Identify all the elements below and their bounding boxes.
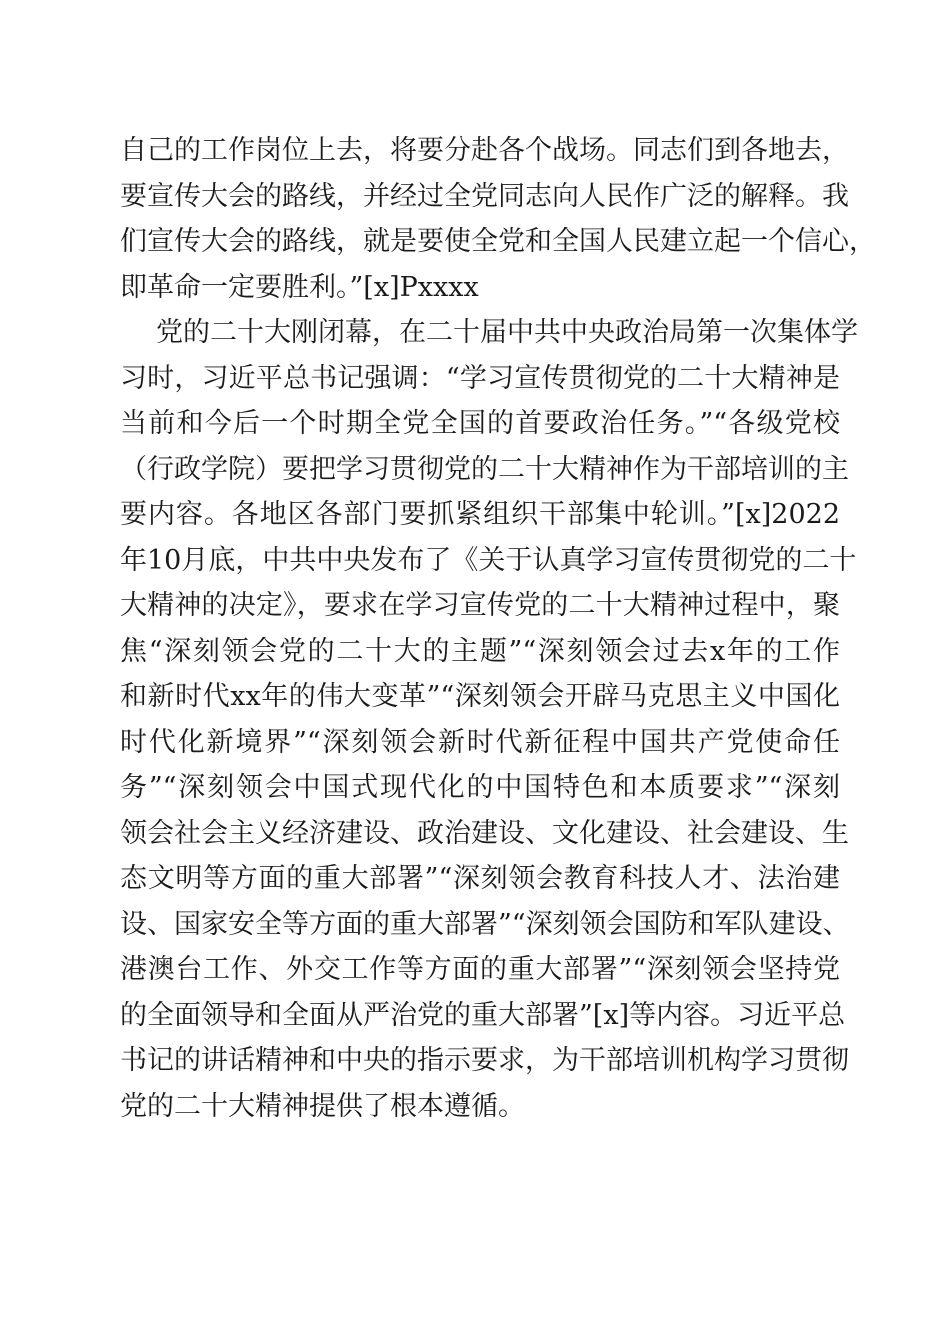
text-line: 们宣传大会的路线，就是要使全党和全国人民建立起一个信心， (120, 226, 876, 257)
text-line: 时代化新境界”“深刻领会新时代新征程中国共产党使命任 (120, 726, 840, 758)
text-line: 港澳台工作、外交工作等方面的重大部署”“深刻领会坚持党 (120, 954, 840, 985)
text-line: 党的二十大刚闭幕，在二十届中共中央政治局第一次集体学 (156, 317, 858, 348)
text-line: 年10月底，中共中央发布了《关于认真学习宣传贯彻党的二十 (120, 544, 857, 576)
text-line: 设、国家安全等方面的重大部署”“深刻领会国防和军队建设、 (120, 908, 850, 940)
text-line: 当前和今后一个时期全党全国的首要政治任务。”“各级党校 (120, 408, 840, 439)
paragraph-2 (120, 310, 858, 1129)
text-line: 务”“深刻领会中国式现代化的中国特色和本质要求”“深刻 (120, 772, 840, 803)
text-line: 党的二十大精神提供了根本遵循。 (120, 1090, 525, 1122)
text-line: 的全面领导和全面从严治党的重大部署”[x]等内容。习近平总 (120, 999, 846, 1031)
text-line: 要内容。各地区各部门要抓紧组织干部集中轮训。”[x]2022 (120, 499, 840, 530)
text-line: 领会社会主义经济建设、政治建设、文化建设、社会建设、生 (120, 817, 849, 849)
text-line: 习时，习近平总书记强调：“学习宣传贯彻党的二十大精神是 (120, 362, 840, 394)
text-line: 焦“深刻领会党的二十大的主题”“深刻领会过去x年的工作 (120, 635, 840, 667)
text-line: 态文明等方面的重大部署”“深刻领会教育科技人才、法治建 (120, 863, 840, 894)
text-line: （行政学院）要把学习贯彻党的二十大精神作为干部培训的主 (120, 453, 849, 485)
text-line: 和新时代xx年的伟大变革”“深刻领会开辟马克思主义中国化 (120, 681, 840, 712)
document-body (120, 128, 876, 1129)
paragraph-1 (120, 128, 876, 310)
text-line: 要宣传大会的路线，并经过全党同志向人民作广泛的解释。我 (120, 180, 849, 212)
text-line: 书记的讲话精神和中央的指示要求，为干部培训机构学习贯彻 (120, 1045, 849, 1076)
text-line: 即革命一定要胜利。”[x]Pxxxx (120, 271, 479, 303)
text-line: 自己的工作岗位上去，将要分赴各个战场。同志们到各地去， (120, 135, 849, 166)
text-line: 大精神的决定》，要求在学习宣传党的二十大精神过程中，聚 (120, 590, 840, 621)
